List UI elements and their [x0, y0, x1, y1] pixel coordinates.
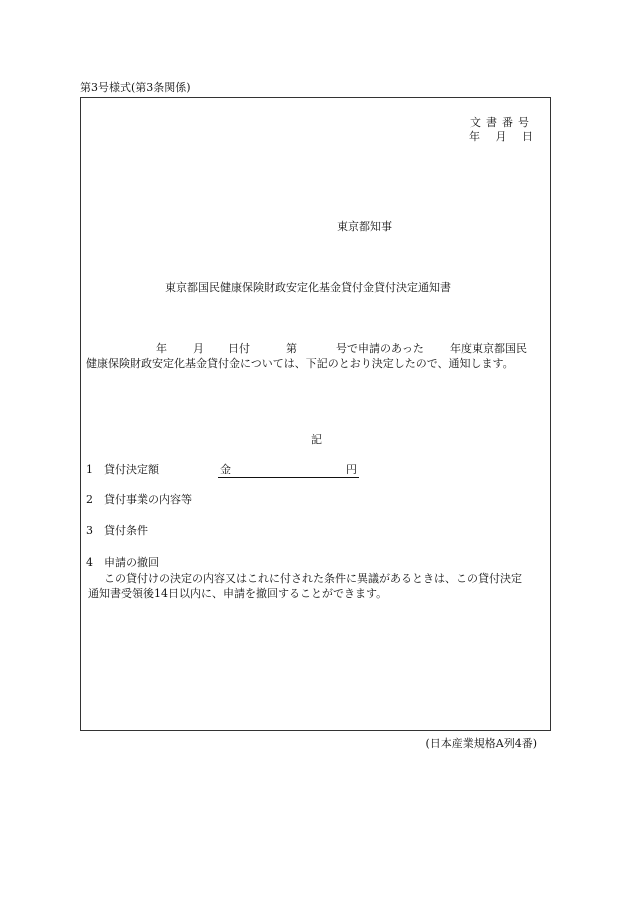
amount-yen: 円	[346, 463, 357, 476]
ki-heading: 記	[311, 433, 322, 446]
document-frame	[80, 97, 551, 731]
month-label: 月	[193, 342, 204, 355]
item-label: 申請の撤回	[104, 556, 159, 569]
issue-date: 年 月 日	[469, 130, 534, 143]
item-label: 貸付事業の内容等	[104, 493, 192, 506]
item-label: 貸付条件	[104, 524, 148, 537]
number-prefix: 第	[286, 342, 297, 355]
document-title: 東京都国民健康保険財政安定化基金貸付金貸付決定通知書	[165, 281, 451, 294]
item-number: 3	[86, 524, 93, 537]
sender-governor: 東京都知事	[337, 220, 392, 233]
paper-standard-note: (日本産業規格A列4番)	[425, 737, 537, 750]
item-label: 貸付決定額	[104, 463, 159, 476]
item-number: 1	[86, 463, 93, 476]
amount-field	[218, 464, 359, 478]
amount-kin: 金	[220, 463, 231, 476]
body-line-2: 健康保険財政安定化基金貸付金については、下記のとおり決定したので、通知します。	[86, 357, 514, 370]
item-number: 4	[86, 556, 93, 569]
year-label: 年	[156, 342, 167, 355]
date-label: 日付	[228, 342, 250, 355]
number-suffix: 号で申請のあった	[336, 342, 424, 355]
fiscal-year-label: 年度東京都国民	[450, 342, 527, 355]
item-number: 2	[86, 493, 93, 506]
withdrawal-text-line-1: この貸付けの決定の内容又はこれに付された条件に異議があるときは、この貸付決定	[104, 572, 522, 585]
withdrawal-text-line-2: 通知書受領後14日以内に、申請を撤回することができます。	[88, 587, 388, 600]
document-number: 文書番号	[470, 116, 534, 129]
form-number-label: 第3号様式(第3条関係)	[80, 81, 191, 94]
